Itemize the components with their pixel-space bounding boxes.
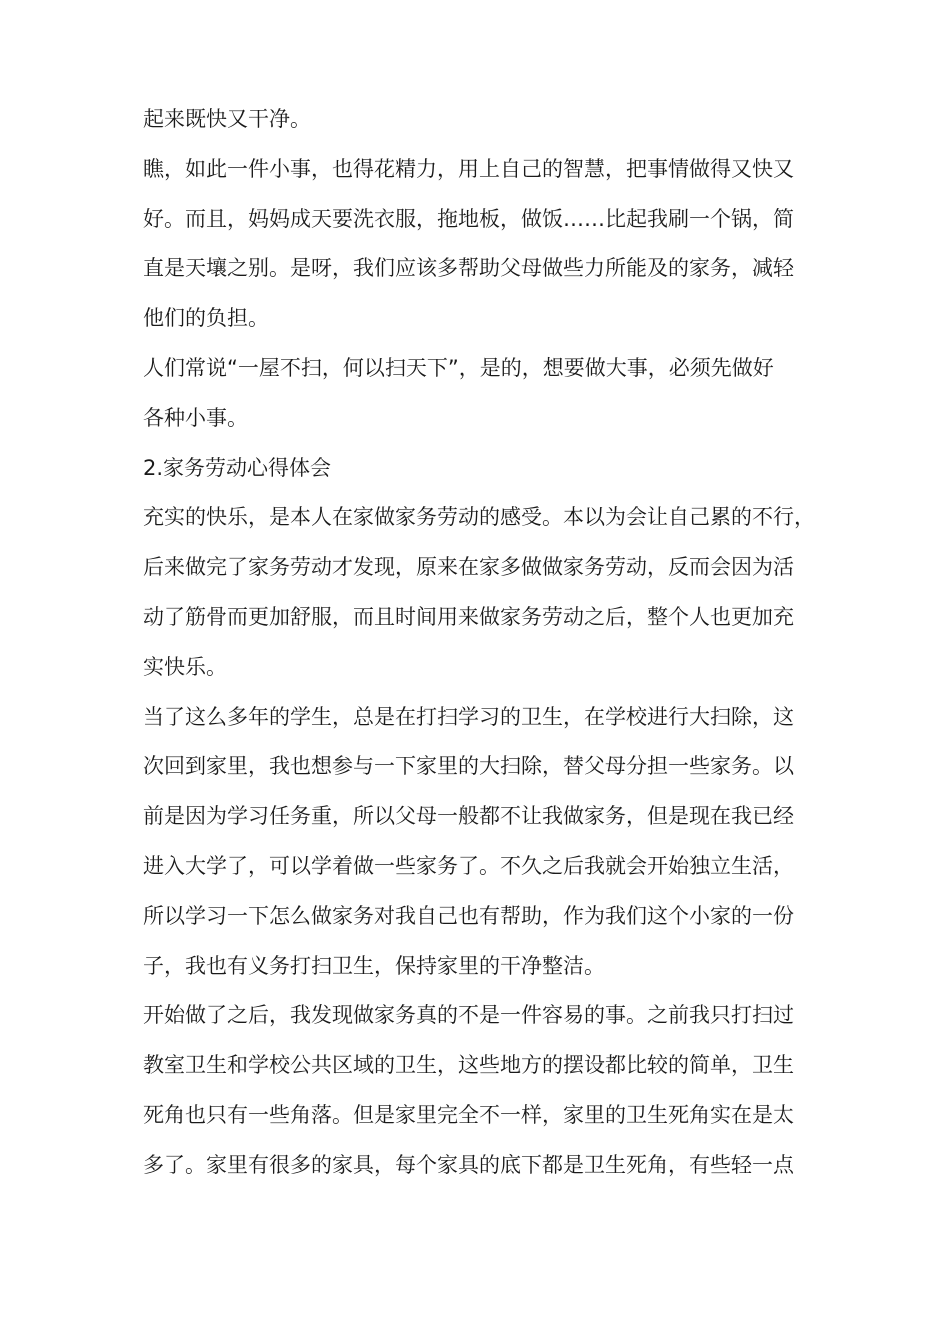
section-heading: 2.家务劳动心得体会	[143, 455, 332, 480]
text-line: 各种小事。	[143, 405, 248, 430]
text-line: 瞧，如此一件小事，也得花精力，用上自己的智慧，把事情做得又快又	[143, 156, 794, 181]
text-line: 次回到家里，我也想参与一下家里的大扫除，替父母分担一些家务。以	[143, 754, 794, 779]
text-line: 好。而且，妈妈成天要洗衣服，拖地板，做饭……比起我刷一个锅，简	[143, 206, 794, 231]
text-line: 起来既快又干净。	[143, 107, 311, 131]
text-line: 实快乐。	[143, 654, 227, 679]
text-line: 他们的负担。	[143, 306, 269, 331]
text-line: 前是因为学习任务重，所以父母一般都不让我做家务，但是现在我已经	[143, 804, 794, 829]
text-line: 开始做了之后，我发现做家务真的不是一件容易的事。之前我只打扫过	[143, 1003, 794, 1028]
text-line: 后来做完了家务劳动才发现，原来在家多做做家务劳动，反而会因为活	[143, 555, 794, 580]
document-body	[143, 95, 823, 1191]
text-line: 所以学习一下怎么做家务对我自己也有帮助，作为我们这个小家的一份	[143, 903, 794, 928]
text-line: 直是天壤之别。是呀，我们应该多帮助父母做些力所能及的家务，减轻	[143, 256, 794, 281]
text-line: 教室卫生和学校公共区域的卫生，这些地方的摆设都比较的简单，卫生	[143, 1053, 794, 1078]
text-line: 进入大学了，可以学着做一些家务了。不久之后我就会开始独立生活，	[143, 853, 794, 878]
text-line: 动了筋骨而更加舒服，而且时间用来做家务劳动之后，整个人也更加充	[143, 604, 794, 629]
text-line: 充实的快乐，是本人在家做家务劳动的感受。本以为会让自己累的不行，	[143, 505, 815, 530]
text-line: 死角也只有一些角落。但是家里完全不一样，家里的卫生死角实在是太	[143, 1102, 794, 1127]
text-line: 多了。家里有很多的家具，每个家具的底下都是卫生死角，有些轻一点	[143, 1152, 794, 1177]
text-line: 子，我也有义务打扫卫生，保持家里的干净整洁。	[143, 953, 605, 978]
text-line: 当了这么多年的学生，总是在打扫学习的卫生，在学校进行大扫除，这	[143, 704, 794, 729]
text-line: 人们常说“一屋不扫，何以扫天下”，是的，想要做大事，必须先做好	[143, 355, 774, 380]
